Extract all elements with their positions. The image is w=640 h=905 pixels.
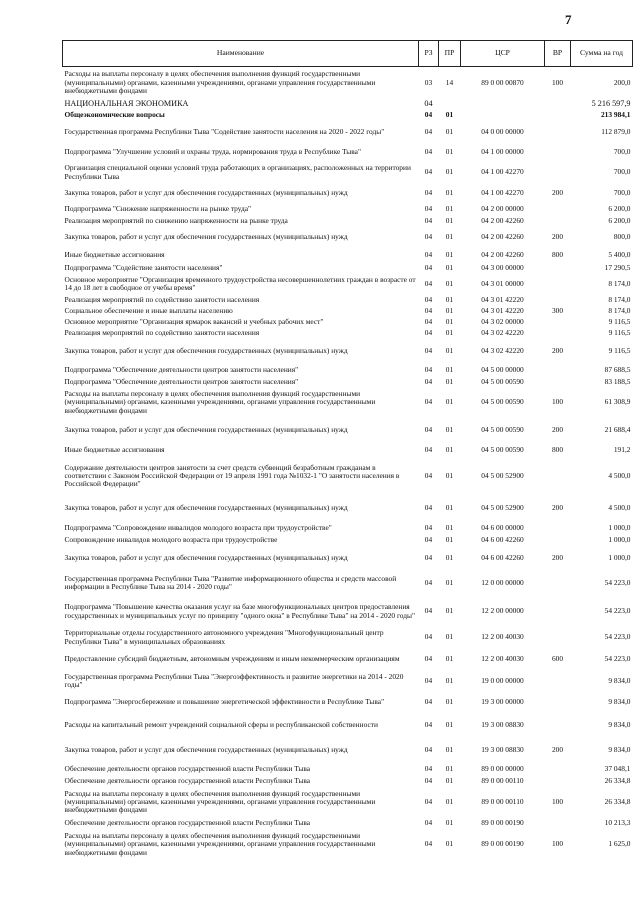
header-rz: РЗ [419, 41, 439, 67]
table-row [63, 818, 633, 830]
cell-sum: 9 116,5 [608, 316, 631, 326]
cell-rz: 04 [424, 818, 433, 828]
cell-name: Подпрограмма "Обеспечение деятельности центров занятости населения" [64, 376, 299, 386]
cell-pr: 01 [445, 262, 454, 272]
table-row [63, 692, 633, 714]
cell-vr [545, 535, 571, 546]
cell-sum: 5 216 597,9 [591, 98, 631, 108]
cell-rz: 04 [424, 697, 433, 707]
cell-rz: 04 [424, 764, 433, 774]
cell-name: Государственная программа Республики Тыва "Содействие занятости населения на 2020 - 2022 годы" [64, 127, 385, 137]
cell-vr [545, 99, 571, 110]
cell-sum: 1 625,0 [608, 839, 631, 849]
cell-rz: 04 [424, 232, 433, 242]
cell-vr: 200 [551, 503, 564, 513]
cell-name: Общеэкономические вопросы [64, 110, 165, 120]
table-row [63, 144, 633, 162]
table-row [63, 162, 633, 184]
cell-vr [545, 692, 571, 714]
cell-csr: 04 3 00 00000 [481, 262, 524, 272]
table-row [63, 776, 633, 787]
table-row [63, 99, 633, 110]
cell-name: Подпрограмма "Сопровождение инвалидов молодого возраста при трудоустройстве" [64, 522, 332, 532]
cell-name: Закупка товаров, работ и услуг для обеспечения государственных (муниципальных) нужд [64, 232, 348, 242]
page-number: 7 [565, 12, 572, 27]
cell-rz: 04 [424, 167, 433, 177]
cell-rz: 04 [424, 745, 433, 755]
cell-rz: 04 [424, 127, 433, 137]
table-row [63, 388, 633, 418]
cell-vr [545, 295, 571, 306]
cell-name: Сопровождение инвалидов молодого возраста при трудоустройстве [64, 534, 278, 544]
cell-vr [545, 571, 571, 596]
cell-pr: 01 [445, 364, 454, 374]
cell-rz: 04 [424, 470, 433, 480]
cell-sum: 1 000,0 [608, 552, 631, 562]
cell-name: Обеспечение деятельности органов государственной власти Республики Тыва [64, 775, 311, 785]
cell-sum: 1 000,0 [608, 522, 631, 532]
table-row [63, 496, 633, 522]
cell-name: Подпрограмма "Повышение качества оказания услуг на базе многофункциональных центров предоставления государственных и муниципальных услуг по принципу "одного окна" в Республике Тыва" на 2014 - 2020 годы" [64, 602, 416, 620]
cell-rz: 04 [424, 294, 433, 304]
cell-pr: 01 [445, 232, 454, 242]
cell-sum: 5 400,0 [608, 249, 631, 259]
cell-pr: 01 [445, 775, 454, 785]
cell-csr: 04 5 00 00000 [481, 364, 524, 374]
table-row [63, 110, 633, 122]
table-row [63, 306, 633, 317]
table-row [63, 215, 633, 228]
header-sum: Сумма на год [571, 41, 633, 67]
cell-sum: 83 188,5 [604, 376, 631, 386]
cell-name: Основное мероприятие "Организация ярмарок вакансий и учебных рабочих мест" [64, 316, 324, 326]
table-row [63, 377, 633, 388]
cell-rz: 04 [424, 147, 433, 157]
cell-vr: 100 [551, 796, 564, 806]
cell-csr [461, 99, 545, 110]
cell-name: Содержание деятельности центров занятости за счет средств субвенций безработным гражданам в соответствии с Законом Российской Федерации от 19 апреля 1991 года №1032-1 "О занятости населения в Российской Федерации" [64, 462, 400, 489]
cell-rz: 04 [424, 577, 433, 587]
table-row [63, 364, 633, 377]
cell-sum: 9 834,0 [608, 675, 631, 685]
cell-sum: 700,0 [613, 167, 631, 177]
cell-pr: 01 [445, 376, 454, 386]
cell-name: Расходы на выплаты персоналу в целях обеспечения выполнения функций государственными (муниципальными) органами, казенными учреждениями, органами управления государственными внебюджетными фондами [64, 831, 376, 857]
cell-rz: 04 [424, 796, 433, 806]
cell-sum: 37 048,1 [604, 764, 631, 774]
cell-csr: 89 0 00 00000 [481, 764, 524, 774]
cell-pr: 01 [445, 316, 454, 326]
table-row [63, 122, 633, 144]
cell-rz: 04 [424, 278, 433, 288]
cell-sum: 9 116,5 [608, 327, 631, 337]
cell-pr: 01 [445, 425, 454, 435]
cell-name: Государственная программа Республики Тыва "Энергоэффективность и развитие энергетики на 2014 - 2020 годы" [64, 671, 404, 689]
cell-name: Иные бюджетные ассигнования [64, 444, 165, 454]
cell-sum: 9 834,0 [608, 745, 631, 755]
cell-sum: 54 223,0 [604, 577, 631, 587]
cell-sum: 8 174,0 [608, 278, 631, 288]
cell-vr: 200 [551, 345, 564, 355]
table-row [63, 830, 633, 860]
cell-sum: 26 334,8 [604, 796, 631, 806]
cell-csr: 19 3 00 00000 [481, 697, 524, 707]
table-row [63, 628, 633, 648]
cell-csr: 89 0 00 00110 [481, 775, 524, 785]
cell-pr [439, 99, 461, 110]
cell-name: Реализация мероприятий по содействию занятости населения [64, 294, 260, 304]
cell-vr [545, 215, 571, 228]
cell-pr: 01 [445, 632, 454, 642]
cell-csr: 12 2 00 00000 [481, 606, 524, 616]
cell-pr: 01 [445, 522, 454, 532]
cell-csr: 04 5 00 00590 [481, 376, 524, 386]
cell-sum: 112 879,0 [601, 127, 631, 137]
cell-pr: 01 [445, 278, 454, 288]
cell-sum: 9 116,5 [608, 345, 631, 355]
cell-sum: 54 223,0 [604, 653, 631, 663]
cell-rz: 04 [424, 397, 433, 407]
cell-name: Территориальные отделы государственного автономного учреждения "Многофункциональный центр Республики Тыва" в муниципальных образованиях [64, 628, 384, 646]
cell-rz: 04 [424, 305, 433, 315]
cell-pr: 01 [445, 203, 454, 213]
cell-rz: 04 [424, 327, 433, 337]
cell-sum: 21 688,4 [604, 425, 631, 435]
cell-vr [545, 204, 571, 215]
cell-name: Организация специальной оценки условий труда работающих в организациях, расположенных на территории Республики Тыва [64, 163, 411, 181]
cell-csr: 04 3 01 42220 [481, 294, 524, 304]
table-row [63, 671, 633, 692]
table-header [63, 41, 633, 67]
cell-csr: 19 0 00 00000 [481, 675, 524, 685]
cell-vr: 100 [551, 397, 564, 407]
cell-rz: 04 [424, 534, 433, 544]
table-row [63, 228, 633, 248]
cell-name: Государственная программа Республики Тыва "Развитие информационного общества и средств массовой информации в Республике Тыва на 2014 - 2020 годы" [64, 573, 397, 591]
cell-vr [545, 671, 571, 692]
cell-csr: 04 2 00 42260 [481, 249, 524, 259]
cell-pr: 01 [445, 294, 454, 304]
cell-pr: 01 [445, 503, 454, 513]
header-name: Наименование [63, 41, 419, 67]
cell-csr: 04 2 00 00000 [481, 203, 524, 213]
table-row [63, 263, 633, 274]
cell-sum: 800,0 [613, 232, 631, 242]
cell-rz: 04 [424, 444, 433, 454]
cell-pr: 01 [445, 796, 454, 806]
cell-csr: 04 0 00 00000 [481, 127, 524, 137]
cell-name: Реализация мероприятий по снижению напряженности на рынке труда [64, 215, 288, 225]
cell-vr: 800 [551, 444, 564, 454]
cell-pr: 01 [445, 167, 454, 177]
cell-name: Иные бюджетные ассигнования [64, 249, 165, 259]
cell-csr: 04 3 01 00000 [481, 278, 524, 288]
cell-name: Подпрограмма "Содействие занятости населения" [64, 262, 223, 272]
cell-name: Расходы на выплаты персоналу в целях обеспечения выполнения функций государственными (муниципальными) органами, казенными учреждениями, органами управления государственными внебюджетными фондами [64, 389, 376, 415]
table-row [63, 418, 633, 444]
table-row [63, 204, 633, 215]
cell-pr: 01 [445, 552, 454, 562]
cell-csr: 04 3 01 42220 [481, 305, 524, 315]
cell-pr: 01 [445, 249, 454, 259]
cell-sum: 700,0 [613, 188, 631, 198]
table-body [63, 67, 633, 860]
cell-pr: 01 [445, 720, 454, 730]
cell-name: Закупка товаров, работ и услуг для обеспечения государственных (муниципальных) нужд [64, 188, 348, 198]
cell-name: Закупка товаров, работ и услуг для обеспечения государственных (муниципальных) нужд [64, 345, 348, 355]
cell-csr: 12 0 00 00000 [481, 577, 524, 587]
cell-csr: 12 2 00 40030 [481, 653, 524, 663]
table-row [63, 457, 633, 496]
cell-rz: 04 [424, 675, 433, 685]
cell-vr: 200 [551, 232, 564, 242]
table-row [63, 546, 633, 571]
cell-vr: 200 [551, 745, 564, 755]
cell-rz: 04 [424, 522, 433, 532]
cell-pr: 01 [445, 397, 454, 407]
cell-pr: 01 [445, 764, 454, 774]
cell-rz: 04 [424, 110, 433, 120]
cell-pr: 01 [445, 215, 454, 225]
cell-vr [545, 714, 571, 738]
cell-sum: 54 223,0 [604, 632, 631, 642]
cell-rz: 04 [424, 364, 433, 374]
cell-csr: 04 5 00 00590 [481, 425, 524, 435]
cell-csr: 89 0 00 00190 [481, 839, 524, 849]
cell-pr: 01 [445, 818, 454, 828]
cell-vr [545, 596, 571, 628]
cell-rz: 04 [424, 316, 433, 326]
cell-pr: 01 [445, 188, 454, 198]
cell-csr: 04 2 00 42260 [481, 215, 524, 225]
cell-name: Расходы на выплаты персоналу в целях обеспечения выполнения функций государственными (муниципальными) органами, казенными учреждениями, органами управления государственными внебюджетными фондами [64, 788, 376, 815]
cell-csr: 89 0 00 00110 [481, 796, 524, 806]
cell-csr: 89 0 00 00190 [481, 818, 524, 828]
table-row [63, 444, 633, 457]
cell-vr [545, 110, 571, 122]
cell-sum: 87 688,5 [604, 364, 631, 374]
cell-vr [545, 144, 571, 162]
cell-csr: 04 3 02 42220 [481, 327, 524, 337]
table-row [63, 535, 633, 546]
cell-vr: 200 [551, 552, 564, 562]
cell-name: Закупка товаров, работ и услуг для обеспечения государственных (муниципальных) нужд [64, 552, 348, 562]
cell-rz: 04 [424, 262, 433, 272]
cell-pr: 01 [445, 745, 454, 755]
cell-pr: 01 [445, 577, 454, 587]
cell-rz: 04 [424, 720, 433, 730]
cell-name: Предоставление субсидий бюджетным, автономным учреждениям и иным некоммерческим организациям [64, 653, 400, 663]
cell-name: Подпрограмма "Энергосбережение и повышение энергетической эффективности в Республике Тыва" [64, 697, 385, 707]
cell-name: Социальное обеспечение и иные выплаты населению [64, 305, 233, 315]
table-row [63, 714, 633, 738]
table-row [63, 317, 633, 328]
cell-pr: 01 [445, 839, 454, 849]
table-row [63, 522, 633, 535]
cell-vr [545, 764, 571, 776]
cell-name: Обеспечение деятельности органов государственной власти Республики Тыва [64, 818, 311, 828]
cell-pr: 01 [445, 345, 454, 355]
cell-csr: 04 5 00 52900 [481, 470, 524, 480]
cell-csr: 04 3 02 00000 [481, 316, 524, 326]
cell-sum: 4 500,0 [608, 470, 631, 480]
cell-vr: 600 [551, 653, 564, 663]
cell-rz: 04 [424, 215, 433, 225]
cell-name: Расходы на выплаты персоналу в целях обеспечения выполнения функций государственными (муниципальными) органами, казенными учреждениями, органами управления государственными внебюджетными фондами [64, 69, 376, 95]
cell-sum: 8 174,0 [608, 294, 631, 304]
cell-csr: 04 1 00 00000 [481, 147, 524, 157]
cell-pr: 01 [445, 606, 454, 616]
cell-vr [545, 263, 571, 274]
cell-vr: 100 [551, 77, 564, 87]
cell-sum: 8 174,0 [608, 305, 631, 315]
budget-table [62, 40, 633, 860]
cell-sum: 6 200,0 [608, 215, 631, 225]
cell-vr: 100 [551, 839, 564, 849]
cell-vr [545, 776, 571, 787]
cell-csr: 04 1 00 42270 [481, 167, 524, 177]
cell-pr: 14 [445, 77, 454, 87]
cell-csr: 04 6 00 42260 [481, 534, 524, 544]
cell-pr: 01 [445, 675, 454, 685]
table-row [63, 648, 633, 671]
table-row [63, 339, 633, 364]
cell-pr: 01 [445, 147, 454, 157]
cell-csr: 04 6 00 42260 [481, 552, 524, 562]
table-row [63, 248, 633, 263]
table-row [63, 787, 633, 818]
cell-vr [545, 818, 571, 830]
cell-pr: 01 [445, 470, 454, 480]
cell-sum: 9 834,0 [608, 697, 631, 707]
cell-sum: 1 000,0 [608, 534, 631, 544]
cell-rz: 03 [424, 77, 433, 87]
cell-csr: 12 2 00 40030 [481, 632, 524, 642]
cell-csr: 04 6 00 00000 [481, 522, 524, 532]
cell-csr: 04 2 00 42260 [481, 232, 524, 242]
cell-name: Обеспечение деятельности органов государственной власти Республики Тыва [64, 764, 311, 774]
cell-vr [545, 162, 571, 184]
cell-csr: 04 5 00 52900 [481, 503, 524, 513]
cell-rz: 04 [424, 249, 433, 259]
cell-vr: 200 [551, 425, 564, 435]
cell-pr: 01 [445, 127, 454, 137]
cell-sum: 700,0 [613, 147, 631, 157]
cell-pr: 01 [445, 697, 454, 707]
cell-rz: 04 [424, 775, 433, 785]
cell-vr [545, 122, 571, 144]
cell-rz: 04 [424, 606, 433, 616]
cell-csr: 19 3 00 08830 [481, 720, 524, 730]
cell-vr [545, 377, 571, 388]
cell-vr: 200 [551, 188, 564, 198]
cell-name: Основное мероприятие "Организация временного трудоустройства несовершеннолетних граждан в возрасте от 14 до 18 лет в свободное от учебы время" [64, 274, 416, 292]
cell-rz: 04 [424, 98, 433, 108]
cell-sum: 191,2 [613, 444, 631, 454]
cell-rz: 04 [424, 653, 433, 663]
cell-pr: 01 [445, 305, 454, 315]
cell-sum: 17 290,5 [604, 262, 631, 272]
cell-name: Подпрограмма "Улучшение условий и охраны труда, нормирования труда в Республике Тыва" [64, 147, 361, 157]
cell-sum: 10 213,3 [604, 818, 631, 828]
cell-sum: 4 500,0 [608, 503, 631, 513]
table-row [63, 328, 633, 339]
cell-sum: 9 834,0 [608, 720, 631, 730]
cell-sum: 213 984,1 [600, 110, 631, 120]
cell-pr: 01 [445, 534, 454, 544]
cell-sum: 54 223,0 [604, 606, 631, 616]
cell-vr: 800 [551, 249, 564, 259]
cell-vr [545, 274, 571, 295]
cell-vr [545, 328, 571, 339]
cell-vr: 300 [551, 305, 564, 315]
cell-name: Подпрограмма "Снижение напряженности на рынке труда" [64, 203, 252, 213]
cell-rz: 04 [424, 188, 433, 198]
table-row [63, 67, 633, 99]
header-vr: ВР [545, 41, 571, 67]
cell-vr [545, 628, 571, 648]
cell-sum: 61 308,9 [604, 397, 631, 407]
cell-name: Закупка товаров, работ и услуг для обеспечения государственных (муниципальных) нужд [64, 503, 348, 513]
cell-sum: 26 334,8 [604, 775, 631, 785]
cell-vr [545, 457, 571, 496]
cell-name: Закупка товаров, работ и услуг для обеспечения государственных (муниципальных) нужд [64, 425, 348, 435]
cell-rz: 04 [424, 345, 433, 355]
cell-name: Закупка товаров, работ и услуг для обеспечения государственных (муниципальных) нужд [64, 745, 348, 755]
cell-rz: 04 [424, 503, 433, 513]
cell-name: НАЦИОНАЛЬНАЯ ЭКОНОМИКА [64, 98, 189, 108]
cell-csr: 19 3 00 08830 [481, 745, 524, 755]
cell-pr: 01 [445, 327, 454, 337]
table-row [63, 295, 633, 306]
table-row [63, 274, 633, 295]
cell-pr: 01 [445, 653, 454, 663]
cell-pr: 01 [445, 444, 454, 454]
table-row [63, 184, 633, 204]
table-row [63, 764, 633, 776]
cell-rz: 04 [424, 632, 433, 642]
cell-rz: 04 [424, 839, 433, 849]
cell-name: Расходы на капитальный ремонт учреждений социальной сферы и республиканской собственности [64, 720, 378, 730]
cell-rz: 04 [424, 376, 433, 386]
cell-csr: 89 0 00 00870 [481, 77, 524, 87]
cell-rz: 04 [424, 203, 433, 213]
cell-vr [545, 364, 571, 377]
table-row [63, 571, 633, 596]
header-pr: ПР [439, 41, 461, 67]
cell-vr [545, 317, 571, 328]
cell-pr: 01 [445, 110, 454, 120]
cell-csr: 04 5 00 00590 [481, 397, 524, 407]
cell-sum: 200,0 [613, 77, 631, 87]
header-csr: ЦСР [461, 41, 545, 67]
cell-csr: 04 5 00 00590 [481, 444, 524, 454]
table-row [63, 596, 633, 628]
cell-sum: 6 200,0 [608, 203, 631, 213]
cell-csr: 04 3 02 42220 [481, 345, 524, 355]
cell-rz: 04 [424, 425, 433, 435]
cell-name: Подпрограмма "Обеспечение деятельности центров занятости населения" [64, 364, 299, 374]
table-row [63, 738, 633, 764]
cell-vr [545, 522, 571, 535]
cell-csr: 04 1 00 42270 [481, 188, 524, 198]
cell-rz: 04 [424, 552, 433, 562]
cell-csr [461, 110, 545, 122]
cell-name: Реализация мероприятий по содействию занятости населения [64, 327, 260, 337]
